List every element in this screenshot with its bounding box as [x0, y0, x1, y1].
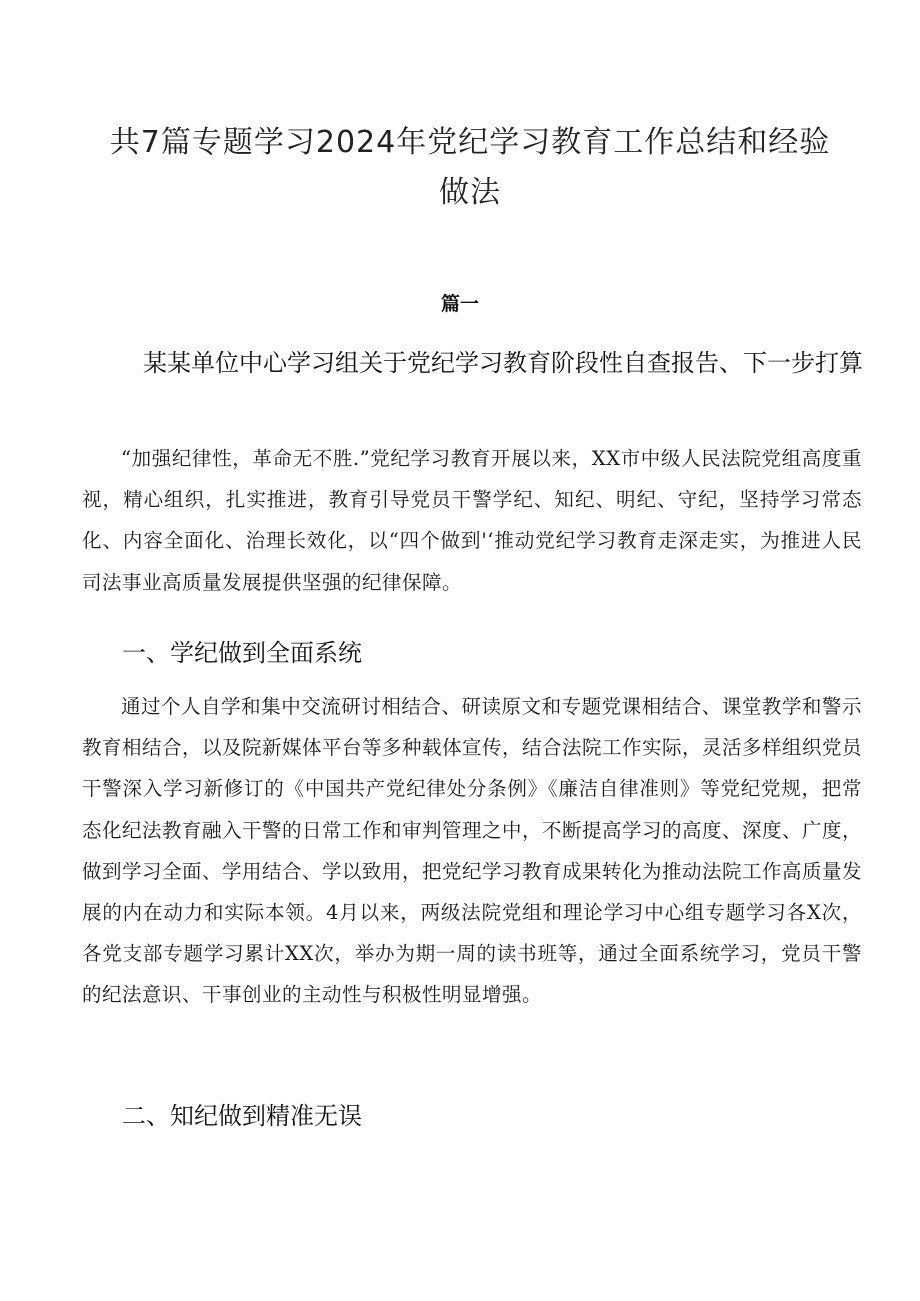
intro-paragraph: “加强纪律性，革命无不胜.”党纪学习教育开展以来，XX市中级人民法院党组高度重视，精心组织，扎实推进，教育引导党员干警学纪、知纪、明纪、守纪，坚持学习常态化、内容全面化、治理长效化，以“四个做到'‘推动党纪学习教育走深走实，为推进人民司法事业高质量发展提供坚强的纪律保障。: [82, 447, 862, 594]
document-title: 共7篇专题学习2024年党纪学习教育工作总结和经验做法: [109, 125, 831, 210]
part-label: 篇一: [440, 293, 479, 315]
report-subtitle: 某某单位中心学习组关于党纪学习教育阶段性自查报告、下一步打算: [143, 349, 863, 377]
section-paragraph-1: 通过个人自学和集中交流研讨相结合、研读原文和专题党课相结合、课堂教学和警示教育相结合，以及院新媒体平台等多种载体宣传，结合法院工作实际，灵活多样组织党员干警深入学习新修订的《中国共产党纪律处分条例》《廉洁自律准则》等党纪党规，把常态化纪法教育融入干警的日常工作和审判管理之中，不断提高学习的高度、深度、广度，做到学习全面、学用结合、学以致用，把党纪学习教育成果转化为推动法院工作高质量发展的内在动力和实际本领。4月以来，两级法院党组和理论学习中心组专题学习各X次，各党支部专题学习累计XX次，举办为期一周的读书班等，通过全面系统学习，党员干警的纪法意识、干事创业的主动性与积极性明显增强。: [82, 695, 863, 1007]
section-heading-2: 二、知纪做到精准无误: [122, 1102, 362, 1130]
section-heading-1: 一、学纪做到全面系统: [122, 639, 362, 667]
